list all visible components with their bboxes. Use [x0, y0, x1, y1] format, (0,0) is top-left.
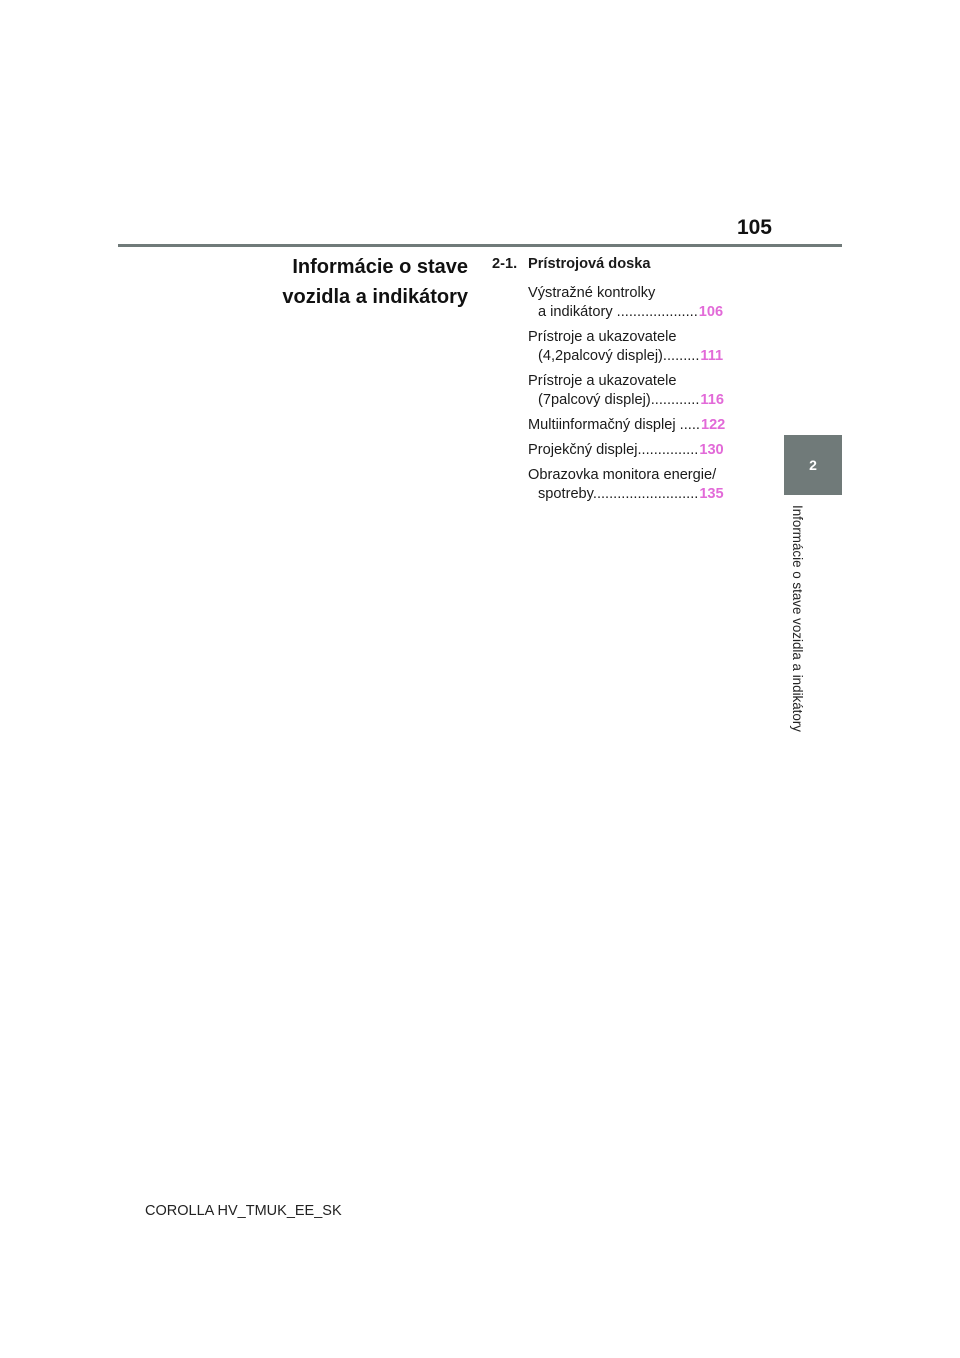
chapter-title-line-2: vozidla a indikátory — [282, 286, 468, 308]
chapter-side-label: Informácie o stave vozidla a indikátory — [790, 505, 805, 733]
toc-entry-line-2: spotreby.......................... — [538, 486, 699, 502]
chapter-tab-number: 2 — [809, 457, 817, 473]
toc-entry-line-1: Projekčný displej............... — [528, 442, 699, 458]
chapter-title-line-1: Informácie o stave — [292, 256, 468, 278]
toc-entry-line-1: Multiinformačný displej ..... — [528, 417, 700, 433]
chapter-title — [220, 252, 468, 312]
page-link[interactable]: 106 — [698, 304, 724, 320]
table-of-contents — [492, 256, 752, 510]
page-link[interactable]: 135 — [699, 486, 724, 502]
header-rule — [118, 244, 842, 247]
page-link[interactable]: 116 — [700, 392, 724, 408]
section-title: Prístrojová doska — [528, 256, 651, 272]
toc-entry-head-up-display[interactable] — [528, 441, 752, 460]
section-number: 2-1. — [492, 256, 518, 272]
toc-entry-line-2: (7palcový displej)............ — [538, 392, 700, 408]
toc-entry-line-1: Obrazovka monitora energie/ — [528, 467, 717, 483]
page-link[interactable]: 111 — [700, 348, 724, 364]
page-number: 105 — [736, 216, 772, 239]
toc-entry-line-2: (4,2palcový displej)......... — [538, 348, 700, 364]
toc-entry-line-1: Výstražné kontrolky — [528, 285, 656, 301]
toc-entry-multi-information-display[interactable] — [528, 416, 752, 435]
toc-entry-line-2: a indikátory .................... — [538, 304, 698, 320]
toc-entry-line-1: Prístroje a ukazovatele — [528, 373, 677, 389]
toc-entry-warning-lights[interactable] — [528, 284, 752, 322]
toc-entry-energy-monitor[interactable] — [528, 466, 752, 504]
chapter-tab[interactable] — [784, 435, 842, 495]
toc-entry-line-1: Prístroje a ukazovatele — [528, 329, 677, 345]
toc-entry-gauges-4-2-inch[interactable] — [528, 328, 752, 366]
page-link[interactable]: 130 — [699, 442, 724, 458]
footer-code: COROLLA HV_TMUK_EE_SK — [145, 1203, 342, 1219]
toc-entry-gauges-7-inch[interactable] — [528, 372, 752, 410]
toc-section-heading — [492, 256, 752, 272]
page-link[interactable]: 122 — [700, 417, 726, 433]
